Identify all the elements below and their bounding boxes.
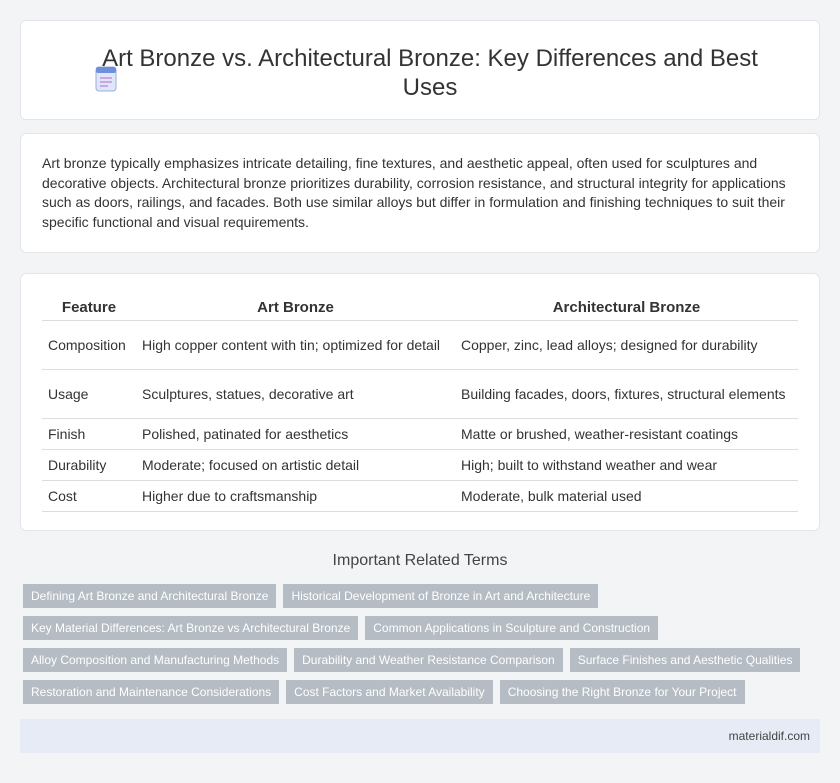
table-row [42, 370, 798, 419]
intro-card [20, 133, 820, 253]
related-term-tag[interactable]: Cost Factors and Market Availability [286, 680, 493, 704]
related-term-tag[interactable]: Surface Finishes and Aesthetic Qualities [570, 648, 801, 672]
table-row [42, 321, 798, 370]
related-term-tag[interactable]: Durability and Weather Resistance Comparison [294, 648, 563, 672]
footer [20, 719, 820, 753]
intro-text: Art bronze typically emphasizes intricate detailing, fine textures, and aesthetic appeal, often used for sculptures and decorative objects. Architectural bronze prioritizes durability, corrosion resistance, and structural integrity for applications such as doors, railings, and facades. Both use similar alloys but differ in formulation and finishing techniques to suit their specific functional and visual requirements. [42, 155, 786, 230]
comparison-table [42, 294, 798, 512]
table-cell: Matte or brushed, weather-resistant coatings [455, 419, 798, 450]
table-cell: Cost [42, 481, 136, 512]
related-terms-list [23, 584, 823, 712]
table-cell: Higher due to craftsmanship [136, 481, 455, 512]
table-cell: Usage [42, 370, 136, 419]
table-cell: Building facades, doors, fixtures, structural elements [455, 370, 798, 419]
table-cell: High; built to withstand weather and wear [455, 450, 798, 481]
related-term-tag[interactable]: Choosing the Right Bronze for Your Project [500, 680, 745, 704]
table-cell: Sculptures, statues, decorative art [136, 370, 455, 419]
related-term-tag[interactable]: Restoration and Maintenance Considerations [23, 680, 279, 704]
table-cell: Composition [42, 321, 136, 370]
comparison-card [20, 273, 820, 531]
table-cell: Moderate, bulk material used [455, 481, 798, 512]
table-cell: Durability [42, 450, 136, 481]
table-header-architectural-bronze: Architectural Bronze [455, 294, 798, 321]
table-cell: Finish [42, 419, 136, 450]
table-cell: Copper, zinc, lead alloys; designed for durability [455, 321, 798, 370]
related-term-tag[interactable]: Defining Art Bronze and Architectural Bronze [23, 584, 276, 608]
header-card [20, 20, 820, 120]
table-header-feature: Feature [42, 294, 136, 321]
related-terms-title: Important Related Terms [332, 552, 508, 569]
table-cell: Polished, patinated for aesthetics [136, 419, 455, 450]
related-term-tag[interactable]: Key Material Differences: Art Bronze vs Architectural Bronze [23, 616, 358, 640]
table-header-art-bronze: Art Bronze [136, 294, 455, 321]
related-term-tag[interactable]: Alloy Composition and Manufacturing Methods [23, 648, 287, 672]
table-row [42, 481, 798, 512]
related-term-tag[interactable]: Common Applications in Sculpture and Construction [365, 616, 658, 640]
table-cell: Moderate; focused on artistic detail [136, 450, 455, 481]
table-row [42, 450, 798, 481]
footer-site-link[interactable]: materialdif.com [728, 729, 810, 743]
related-term-tag[interactable]: Historical Development of Bronze in Art and Architecture [283, 584, 598, 608]
table-row [42, 419, 798, 450]
page-title: Art Bronze vs. Architectural Bronze: Key Differences and Best Uses [102, 45, 758, 101]
table-cell: High copper content with tin; optimized for detail [136, 321, 455, 370]
